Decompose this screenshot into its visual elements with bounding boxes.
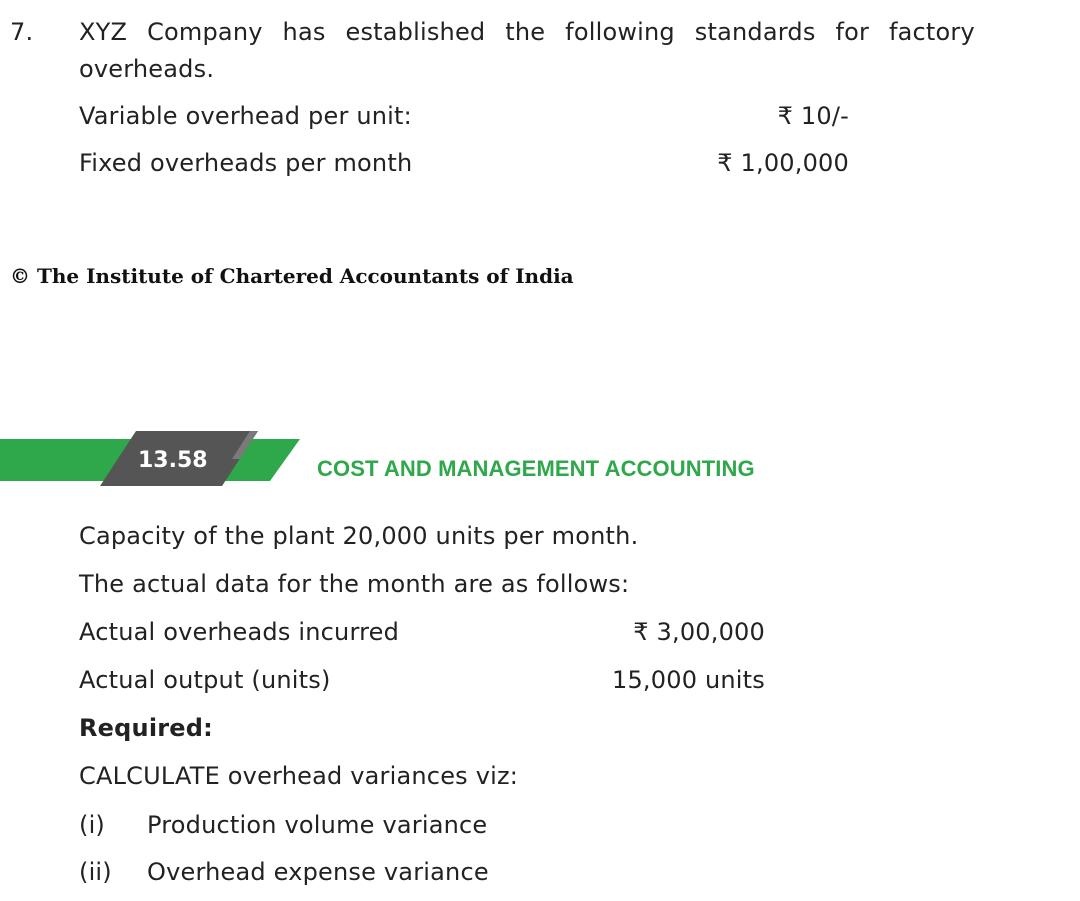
question-text-line1 — [79, 18, 975, 46]
question-word: standards — [694, 18, 816, 46]
question-number: 7. — [10, 18, 34, 46]
item-number: (i) — [79, 811, 105, 839]
question-word: has — [282, 18, 326, 46]
actual-label-overheads: Actual overheads incurred — [79, 618, 400, 646]
instruction-text: CALCULATE overhead variances viz: — [79, 762, 519, 790]
header-title: COST AND MANAGEMENT ACCOUNTING — [317, 456, 755, 481]
question-word: factory — [888, 18, 975, 46]
standard-value-variable: ₹ 10/- — [777, 102, 849, 130]
question-word: established — [345, 18, 486, 46]
standard-label-variable: Variable overhead per unit: — [79, 102, 412, 130]
required-heading: Required: — [79, 714, 213, 742]
standard-label-fixed: Fixed overheads per month — [79, 149, 413, 177]
item-text: Overhead expense variance — [147, 858, 489, 886]
question-word: XYZ — [79, 18, 128, 46]
actual-value-overheads: ₹ 3,00,000 — [633, 618, 765, 646]
actual-label-output: Actual output (units) — [79, 666, 331, 694]
page-number: 13.58 — [138, 448, 208, 473]
question-text-line2: overheads. — [79, 55, 215, 83]
question-word: Company — [147, 18, 263, 46]
question-word: the — [505, 18, 546, 46]
actual-value-output: 15,000 units — [611, 666, 765, 694]
item-number: (ii) — [79, 858, 112, 886]
copyright-footer: © The Institute of Chartered Accountants of India — [10, 264, 574, 288]
item-text: Production volume variance — [147, 811, 488, 839]
question-word: for — [835, 18, 870, 46]
capacity-text: Capacity of the plant 20,000 units per month. — [79, 522, 639, 550]
actual-data-intro: The actual data for the month are as follows: — [79, 570, 630, 598]
question-word: following — [565, 18, 675, 46]
standard-value-fixed: ₹ 1,00,000 — [717, 149, 849, 177]
